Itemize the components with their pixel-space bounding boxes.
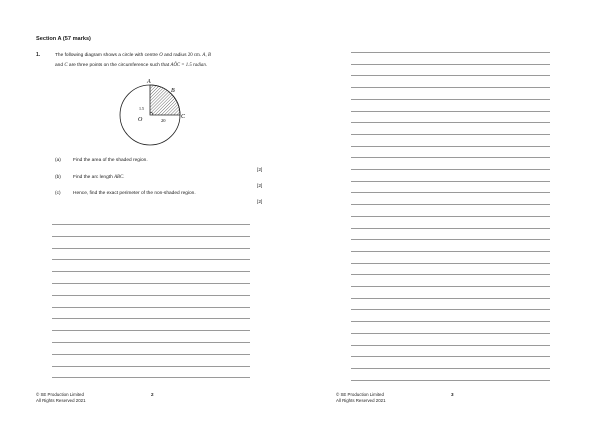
right-page (300, 0, 600, 424)
arc-label: ABC (114, 175, 124, 180)
label-o: O (138, 117, 143, 123)
part-label: (a) (55, 158, 61, 163)
answer-line (351, 122, 550, 123)
question-text-part: . (199, 53, 202, 58)
question-text-part: and (55, 63, 64, 68)
copyright-line: © SE Production Limited (336, 392, 384, 397)
label-angle: 1.5 (139, 106, 144, 111)
answer-line (52, 318, 250, 319)
point-c-label: C (64, 63, 68, 68)
answer-line (52, 354, 250, 355)
answer-line (351, 157, 550, 158)
answer-line (351, 298, 550, 299)
answer-line (351, 380, 550, 381)
part-label: (b) (55, 175, 61, 180)
part-text: Find the area of the shaded region. (73, 158, 148, 163)
copyright-line: © SE Production Limited (36, 392, 84, 397)
page-number: 3 (451, 392, 454, 397)
point-b-label: B (207, 53, 211, 58)
answer-line (52, 224, 250, 225)
answer-line (52, 271, 250, 272)
question-text-part: The following diagram shows a circle with centre (55, 53, 158, 58)
page-number: 2 (151, 392, 154, 397)
answer-line (351, 216, 550, 217)
answer-line (52, 259, 250, 260)
answer-line (52, 248, 250, 249)
centre-label: O (159, 53, 163, 58)
part-text-part: Find the arc length (73, 175, 113, 180)
part-text (73, 175, 124, 180)
question-text: The following diagram shows a circle with centre O and radius 20 cm. A, B and C are three points on the circumference such that AÔC = 1.5 radian. (55, 53, 211, 68)
label-b: B (171, 88, 175, 94)
part-label: (c) (55, 191, 61, 196)
answer-line (351, 64, 550, 65)
label-radius: 20 (161, 118, 166, 123)
radius-value: 20 cm (187, 53, 200, 58)
answer-line (351, 146, 550, 147)
answer-line (351, 274, 550, 275)
answer-line (351, 181, 550, 182)
answer-line (52, 295, 250, 296)
answer-line (351, 75, 550, 76)
answer-line (351, 228, 550, 229)
answer-line (52, 236, 250, 237)
angle-expression: AÔC = 1.5 radian (170, 63, 206, 68)
answer-line (52, 377, 250, 378)
answer-line (351, 134, 550, 135)
answer-line (351, 333, 550, 334)
point-a-label: A (202, 53, 206, 58)
answer-line (351, 321, 550, 322)
question-number: 1. (36, 52, 41, 58)
answer-line (351, 309, 550, 310)
answer-line (351, 204, 550, 205)
answer-line (351, 169, 550, 170)
answer-line (351, 286, 550, 287)
answer-line (351, 239, 550, 240)
answer-line (52, 283, 250, 284)
answer-line (351, 52, 550, 53)
marks: [2] (257, 200, 263, 205)
answer-line (52, 330, 250, 331)
question-text-part: are three points on the circumference such that (68, 63, 170, 68)
rights-line: All Rights Reserved 2021 (36, 398, 86, 403)
part-text: Hence, find the exact perimeter of the non-shaded region. (73, 191, 196, 196)
footer-copyright (36, 392, 86, 404)
answer-line (52, 307, 250, 308)
shaded-sector (150, 85, 180, 115)
answer-line (52, 366, 250, 367)
question-text-part: . (205, 63, 208, 68)
answer-line (351, 345, 550, 346)
marks: [2] (257, 168, 263, 173)
answer-line (351, 192, 550, 193)
circle-diagram (100, 70, 200, 150)
section-title: Section A (57 marks) (36, 36, 91, 42)
answer-line (351, 87, 550, 88)
answer-line (351, 251, 550, 252)
label-a: A (147, 79, 151, 85)
answer-line (351, 111, 550, 112)
part-text-part: . (123, 175, 125, 180)
footer-copyright (336, 392, 386, 404)
marks: [2] (257, 184, 263, 189)
answer-line (351, 99, 550, 100)
answer-line (351, 356, 550, 357)
answer-line (351, 263, 550, 264)
question-text-part: and radius (164, 53, 187, 58)
rights-line: All Rights Reserved 2021 (336, 398, 386, 403)
label-c: C (181, 114, 186, 120)
answer-line (52, 342, 250, 343)
answer-line (351, 368, 550, 369)
